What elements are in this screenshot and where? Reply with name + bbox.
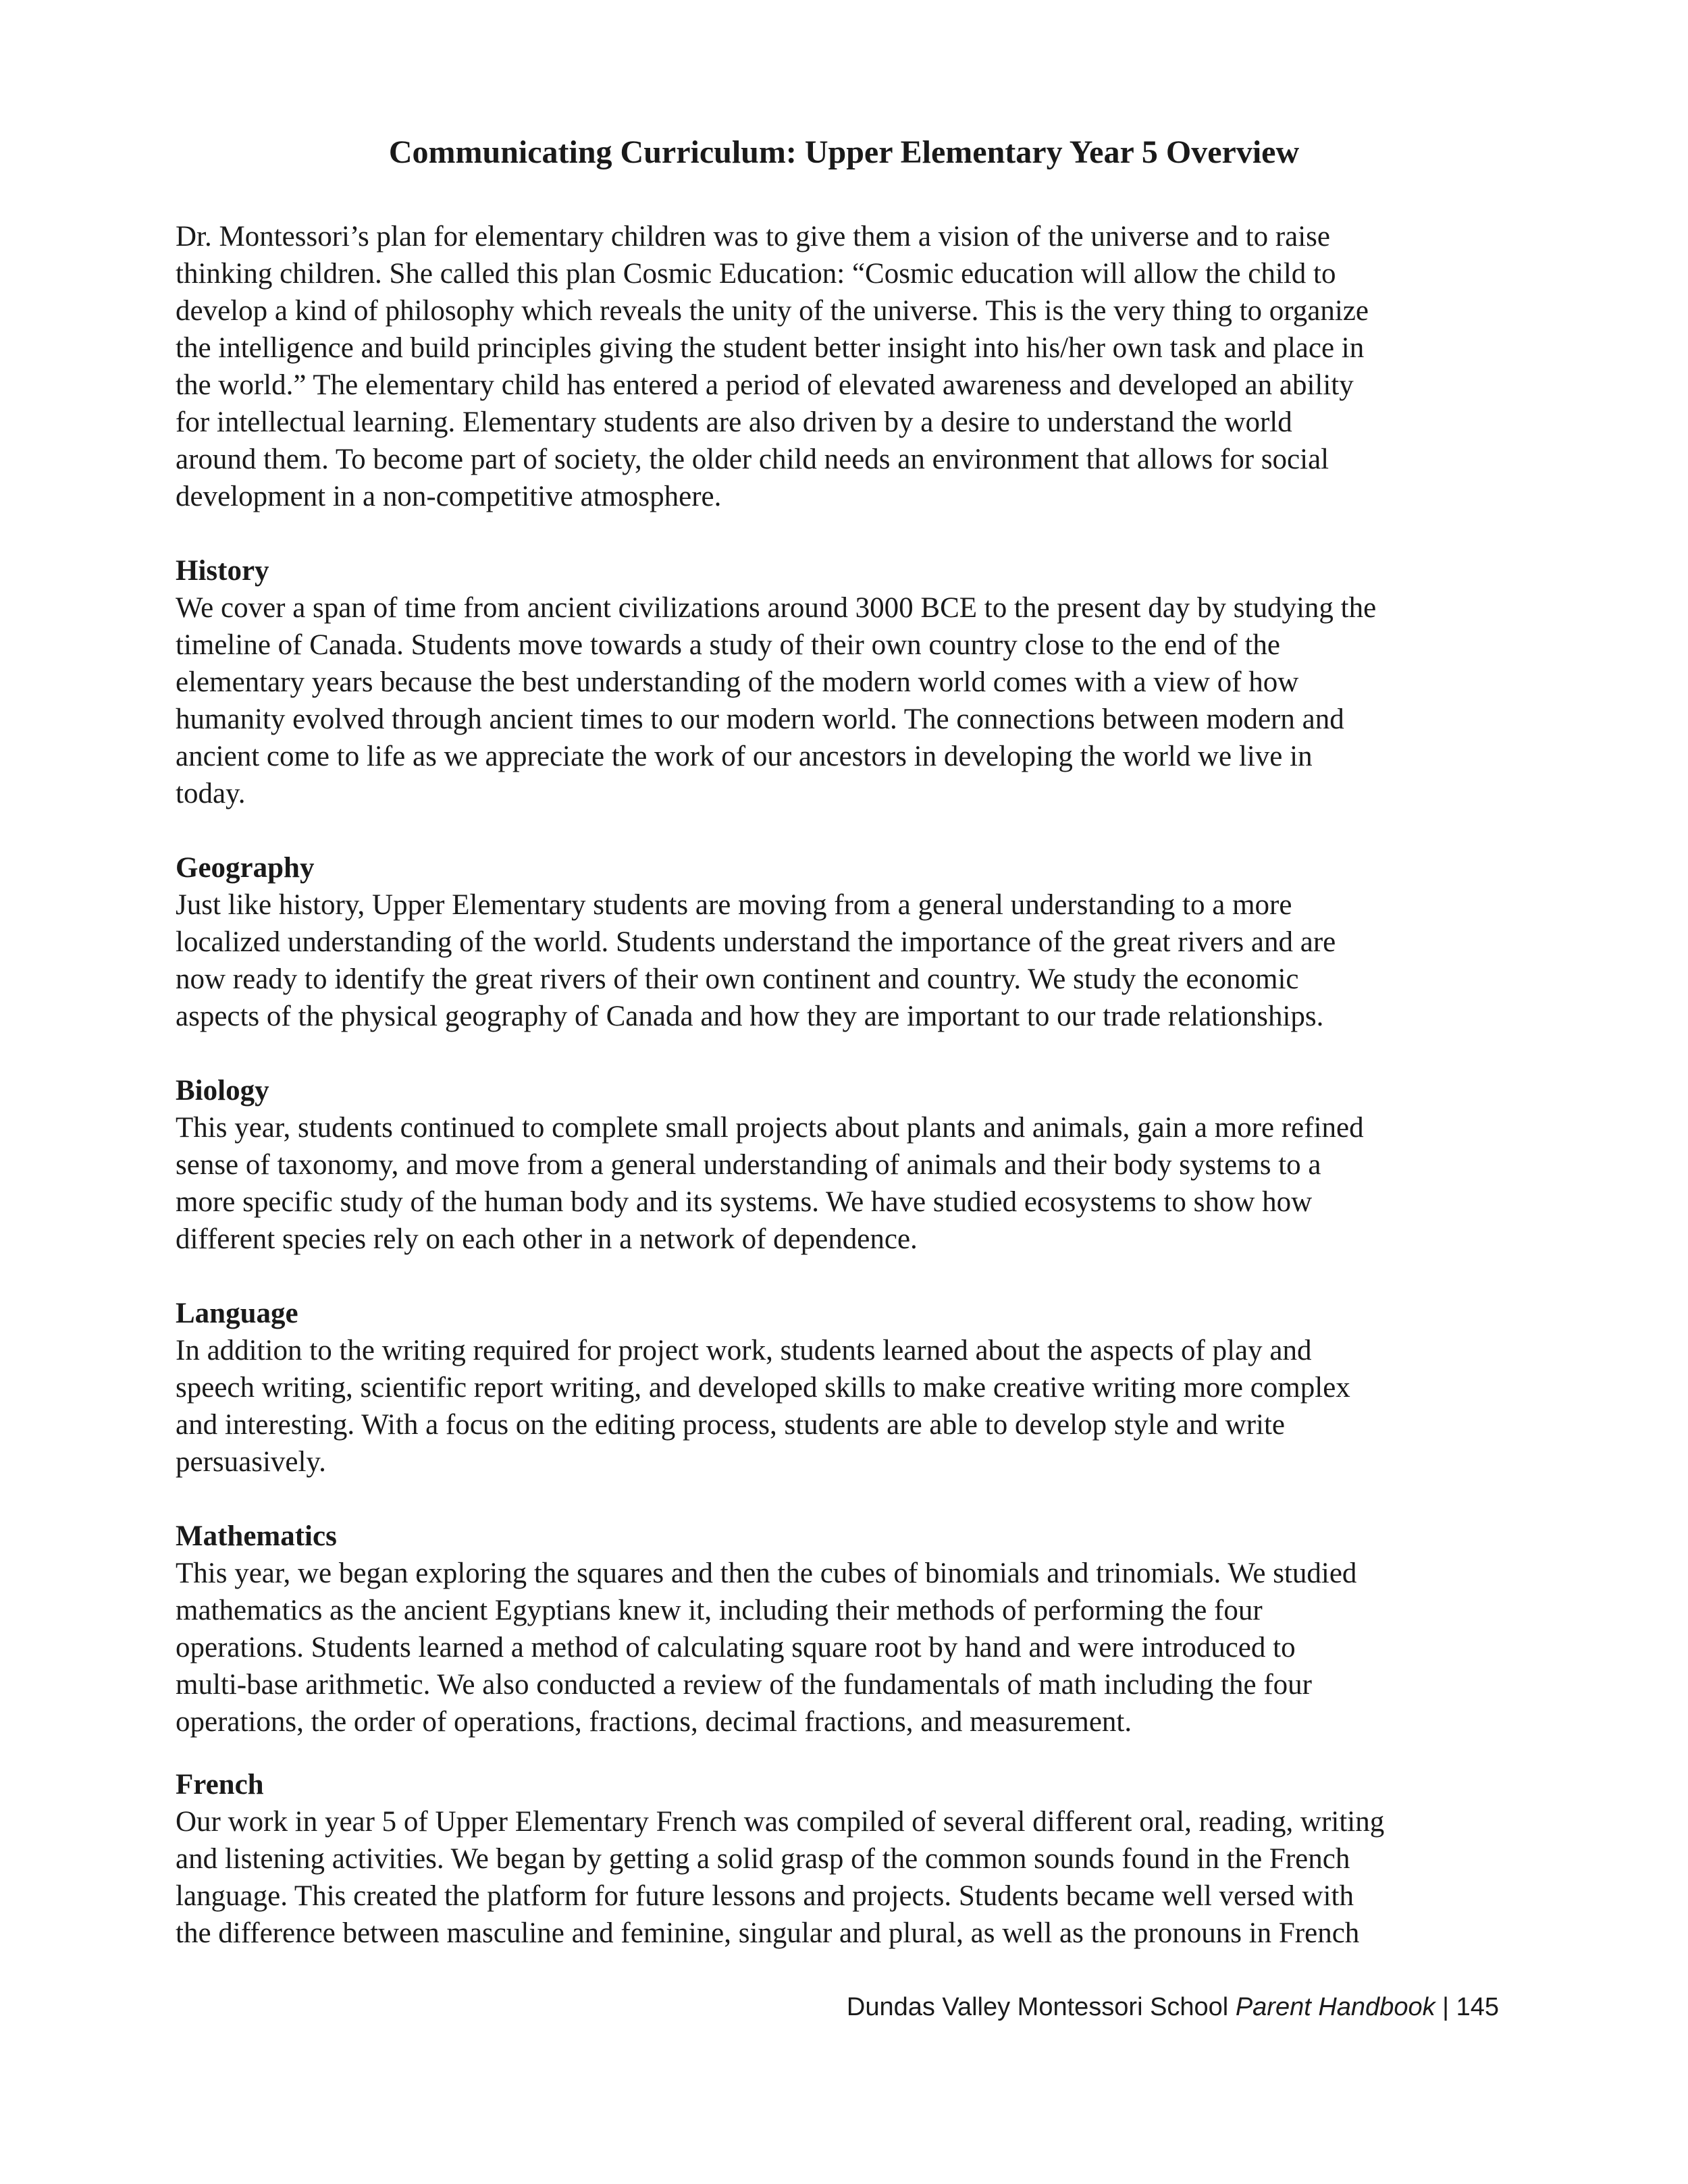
text-line: speech writing, scientific report writing, and developed skills to make creative writing more complex (176, 1372, 1350, 1404)
section-paragraph (176, 886, 1499, 1035)
page-number: 145 (1456, 1993, 1499, 2021)
section-paragraph (176, 1803, 1499, 1952)
text-line: elementary years because the best understanding of the modern world comes with a view of how (176, 666, 1299, 698)
text-line: This year, students continued to complete small projects about plants and animals, gain a more refined (176, 1112, 1364, 1144)
intro-paragraph (176, 218, 1499, 515)
section-heading: Biology (176, 1075, 269, 1107)
section-language (176, 1295, 1499, 1481)
text-line: operations. Students learned a method of calculating square root by hand and were introduced to (176, 1632, 1296, 1663)
text-line: localized understanding of the world. Students understand the importance of the great rivers and are (176, 926, 1336, 958)
section-paragraph (176, 1109, 1499, 1258)
text-line: aspects of the physical geography of Canada and how they are important to our trade relationships. (176, 1001, 1324, 1032)
text-line: In addition to the writing required for project work, students learned about the aspects of play and (176, 1335, 1312, 1366)
footer-separator: | (1442, 1993, 1450, 2021)
text-line: more specific study of the human body and its systems. We have studied ecosystems to show how (176, 1186, 1313, 1218)
text-line: We cover a span of time from ancient civilizations around 3000 BCE to the present day by studying the (176, 592, 1377, 624)
footer-handbook-title: Parent Handbook (1235, 1993, 1435, 2021)
text-line: This year, we began exploring the squares and then the cubes of binomials and trinomials. We studied (176, 1557, 1357, 1589)
text-line: sense of taxonomy, and move from a general understanding of animals and their body systems to a (176, 1149, 1321, 1181)
footer-school-name: Dundas Valley Montessori School (846, 1993, 1229, 2021)
text-line: ancient come to life as we appreciate the work of our ancestors in developing the world we live in (176, 741, 1313, 772)
text-line: language. This created the platform for future lessons and projects. Students became well versed with (176, 1880, 1354, 1912)
text-line: and interesting. With a focus on the editing process, students are able to develop style and write (176, 1409, 1285, 1441)
page-title: Communicating Curriculum: Upper Elementary Year 5 Overview (388, 134, 1300, 170)
section-paragraph (176, 1332, 1499, 1481)
text-line: the world.” The elementary child has entered a period of elevated awareness and developed an ability (176, 369, 1354, 401)
text-line: operations, the order of operations, fractions, decimal fractions, and measurement. (176, 1706, 1132, 1738)
section-heading: Language (176, 1298, 298, 1329)
section-heading: Geography (176, 852, 315, 884)
text-line: different species rely on each other in a network of dependence. (176, 1223, 918, 1255)
text-line: the difference between masculine and feminine, singular and plural, as well as the pronouns in French (176, 1917, 1360, 1949)
text-line: thinking children. She called this plan Cosmic Education: “Cosmic education will allow the child to (176, 258, 1336, 290)
text-line: now ready to identify the great rivers of their own continent and country. We study the economic (176, 963, 1299, 995)
text-line: development in a non-competitive atmosphere. (176, 481, 722, 512)
text-line: multi-base arithmetic. We also conducted a review of the fundamentals of math including the four (176, 1669, 1312, 1701)
text-line: mathematics as the ancient Egyptians knew it, including their methods of performing the four (176, 1595, 1263, 1626)
text-line: the intelligence and build principles giving the student better insight into his/her own task and place in (176, 332, 1365, 364)
section-paragraph (176, 1555, 1499, 1740)
section-history (176, 552, 1499, 812)
page-footer (847, 1991, 1499, 2023)
section-geography (176, 849, 1499, 1035)
section-heading: Mathematics (176, 1520, 337, 1552)
text-line: and listening activities. We began by getting a solid grasp of the common sounds found in the French (176, 1843, 1350, 1875)
text-line: Our work in year 5 of Upper Elementary French was compiled of several different oral, reading, writing (176, 1806, 1385, 1838)
section-mathematics (176, 1518, 1499, 1740)
section-paragraph (176, 589, 1499, 812)
text-line: around them. To become part of society, the older child needs an environment that allows for social (176, 444, 1329, 475)
text-line: timeline of Canada. Students move towards a study of their own country close to the end of the (176, 629, 1281, 661)
text-line: develop a kind of philosophy which reveals the unity of the universe. This is the very thing to organize (176, 295, 1369, 327)
text-line: Just like history, Upper Elementary students are moving from a general understanding to a more (176, 889, 1292, 921)
section-heading: French (176, 1769, 264, 1801)
text-line: humanity evolved through ancient times to our modern world. The connections between modern and (176, 703, 1344, 735)
section-french (176, 1766, 1499, 1952)
text-line: persuasively. (176, 1446, 326, 1478)
text-line: for intellectual learning. Elementary students are also driven by a desire to understand the world (176, 406, 1292, 438)
section-heading: History (176, 555, 269, 587)
text-line: Dr. Montessori’s plan for elementary children was to give them a vision of the universe and to raise (176, 221, 1331, 252)
text-line: today. (176, 778, 246, 809)
page-content (176, 218, 1499, 1952)
section-biology (176, 1072, 1499, 1258)
